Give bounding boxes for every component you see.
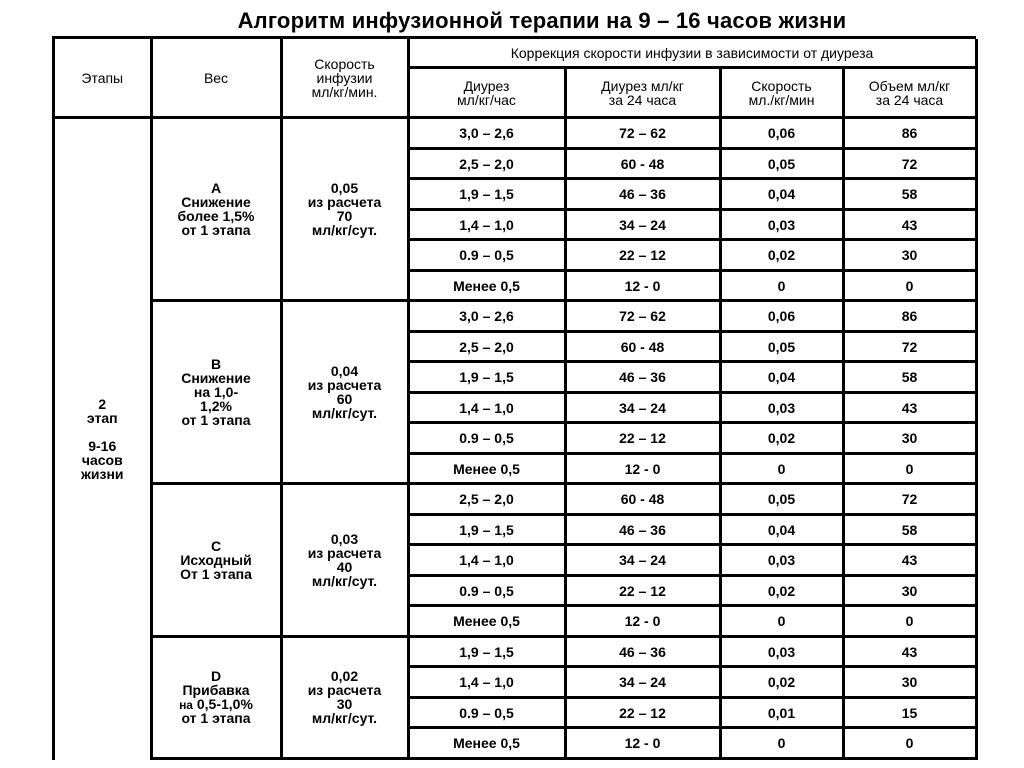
rate-cell: 0 (720, 606, 843, 637)
table-row (55, 301, 976, 332)
diuresis-day-cell: 34 – 24 (565, 545, 720, 576)
page-title: Алгоритм инфузионной терапии на 9 – 16 часов жизни (237, 8, 847, 33)
diuresis-day-cell: 34 – 24 (565, 209, 720, 240)
diuresis-day-cell: 46 – 36 (565, 514, 720, 545)
diuresis-day-cell: 72 – 62 (565, 301, 720, 332)
speed-group-cell: 0,03 из расчета 40 мл/кг/сут. (281, 484, 408, 637)
header-volume: Объем мл/кг за 24 часа (843, 68, 976, 118)
diuresis-hour-cell: 2,5 – 2,0 (408, 331, 565, 362)
volume-cell: 58 (843, 179, 976, 210)
diuresis-hour-cell: 1,4 – 1,0 (408, 545, 565, 576)
volume-cell: 0 (843, 270, 976, 301)
volume-cell: 43 (843, 392, 976, 423)
diuresis-day-cell: 46 – 36 (565, 362, 720, 393)
rate-cell: 0,03 (720, 392, 843, 423)
rate-cell: 0,06 (720, 301, 843, 332)
diuresis-hour-cell: 1,9 – 1,5 (408, 636, 565, 667)
volume-cell: 0 (843, 606, 976, 637)
diuresis-day-cell: 72 – 62 (565, 118, 720, 149)
rate-cell: 0 (720, 270, 843, 301)
rate-cell: 0,02 (720, 667, 843, 698)
diuresis-hour-cell: 0.9 – 0,5 (408, 697, 565, 728)
weight-group-cell: А Снижение более 1,5% от 1 этапа (151, 118, 281, 301)
speed-group-cell: 0,02 из расчета 30 мл/кг/сут. (281, 636, 408, 758)
volume-cell: 58 (843, 514, 976, 545)
diuresis-hour-cell: Менее 0,5 (408, 453, 565, 484)
header-stages: Этапы (55, 39, 151, 118)
rate-cell: 0,06 (720, 118, 843, 149)
diuresis-hour-cell: 1,9 – 1,5 (408, 179, 565, 210)
header-speed: Скорость инфузии мл/кг/мин. (281, 39, 408, 118)
diuresis-hour-cell: 1,4 – 1,0 (408, 209, 565, 240)
volume-cell: 30 (843, 575, 976, 606)
rate-cell: 0,05 (720, 484, 843, 515)
volume-cell: 43 (843, 209, 976, 240)
diuresis-day-cell: 34 – 24 (565, 667, 720, 698)
volume-cell: 43 (843, 636, 976, 667)
diuresis-hour-cell: 2,5 – 2,0 (408, 148, 565, 179)
volume-cell: 30 (843, 423, 976, 454)
diuresis-hour-cell: Менее 0,5 (408, 728, 565, 759)
stage-cell: 2 этап 9-16 часов жизни (55, 118, 151, 759)
volume-cell: 86 (843, 301, 976, 332)
diuresis-hour-cell: 2,5 – 2,0 (408, 484, 565, 515)
diuresis-hour-cell: 0.9 – 0,5 (408, 423, 565, 454)
rate-cell: 0,01 (720, 697, 843, 728)
diuresis-day-cell: 22 – 12 (565, 423, 720, 454)
diuresis-hour-cell: 1,4 – 1,0 (408, 667, 565, 698)
diuresis-day-cell: 12 - 0 (565, 453, 720, 484)
volume-cell: 72 (843, 331, 976, 362)
diuresis-hour-cell: 1,4 – 1,0 (408, 392, 565, 423)
header-weight: Вес (151, 39, 281, 118)
rate-cell: 0,02 (720, 575, 843, 606)
diuresis-day-cell: 60 - 48 (565, 331, 720, 362)
rate-cell: 0,02 (720, 423, 843, 454)
diuresis-day-cell: 46 – 36 (565, 179, 720, 210)
diuresis-hour-cell: 3,0 – 2,6 (408, 301, 565, 332)
weight-group-cell: С Исходный От 1 этапа (151, 484, 281, 637)
volume-cell: 0 (843, 728, 976, 759)
rate-cell: 0,05 (720, 331, 843, 362)
table-row (55, 118, 976, 149)
weight-group-cell: В Снижение на 1,0- 1,2% от 1 этапа (151, 301, 281, 484)
diuresis-day-cell: 12 - 0 (565, 606, 720, 637)
header-rate: Скорость мл./кг/мин (720, 68, 843, 118)
volume-cell: 43 (843, 545, 976, 576)
volume-cell: 72 (843, 148, 976, 179)
volume-cell: 30 (843, 240, 976, 271)
table-row (55, 636, 976, 667)
volume-cell: 30 (843, 667, 976, 698)
rate-cell: 0,03 (720, 636, 843, 667)
rate-cell: 0,03 (720, 545, 843, 576)
diuresis-hour-cell: Менее 0,5 (408, 270, 565, 301)
volume-cell: 0 (843, 453, 976, 484)
diuresis-day-cell: 22 – 12 (565, 240, 720, 271)
weight-group-cell: D Прибавка на 0,5-1,0% от 1 этапа (151, 636, 281, 758)
diuresis-hour-cell: 0.9 – 0,5 (408, 240, 565, 271)
diuresis-hour-cell: 1,9 – 1,5 (408, 514, 565, 545)
table-row (55, 484, 976, 515)
diuresis-day-cell: 22 – 12 (565, 697, 720, 728)
rate-cell: 0,04 (720, 362, 843, 393)
volume-cell: 72 (843, 484, 976, 515)
volume-cell: 15 (843, 697, 976, 728)
diuresis-day-cell: 60 - 48 (565, 484, 720, 515)
volume-cell: 58 (843, 362, 976, 393)
infusion-table-frame (52, 36, 976, 760)
rate-cell: 0,04 (720, 514, 843, 545)
rate-cell: 0,04 (720, 179, 843, 210)
rate-cell: 0,02 (720, 240, 843, 271)
diuresis-hour-cell: 1,9 – 1,5 (408, 362, 565, 393)
diuresis-hour-cell: 0.9 – 0,5 (408, 575, 565, 606)
rate-cell: 0,03 (720, 209, 843, 240)
header-diuresis-hour: Диурез мл/кг/час (408, 68, 565, 118)
speed-group-cell: 0,04 из расчета 60 мл/кг/сут. (281, 301, 408, 484)
diuresis-hour-cell: Менее 0,5 (408, 606, 565, 637)
diuresis-day-cell: 60 - 48 (565, 148, 720, 179)
diuresis-day-cell: 12 - 0 (565, 728, 720, 759)
header-diuresis-day: Диурез мл/кг за 24 часа (565, 68, 720, 118)
diuresis-day-cell: 46 – 36 (565, 636, 720, 667)
diuresis-day-cell: 12 - 0 (565, 270, 720, 301)
infusion-table (55, 39, 978, 760)
rate-cell: 0 (720, 453, 843, 484)
diuresis-day-cell: 34 – 24 (565, 392, 720, 423)
header-correction: Коррекция скорости инфузии в зависимости от диуреза (408, 39, 976, 68)
rate-cell: 0 (720, 728, 843, 759)
diuresis-hour-cell: 3,0 – 2,6 (408, 118, 565, 149)
diuresis-day-cell: 22 – 12 (565, 575, 720, 606)
speed-group-cell: 0,05 из расчета 70 мл/кг/сут. (281, 118, 408, 301)
volume-cell: 86 (843, 118, 976, 149)
rate-cell: 0,05 (720, 148, 843, 179)
